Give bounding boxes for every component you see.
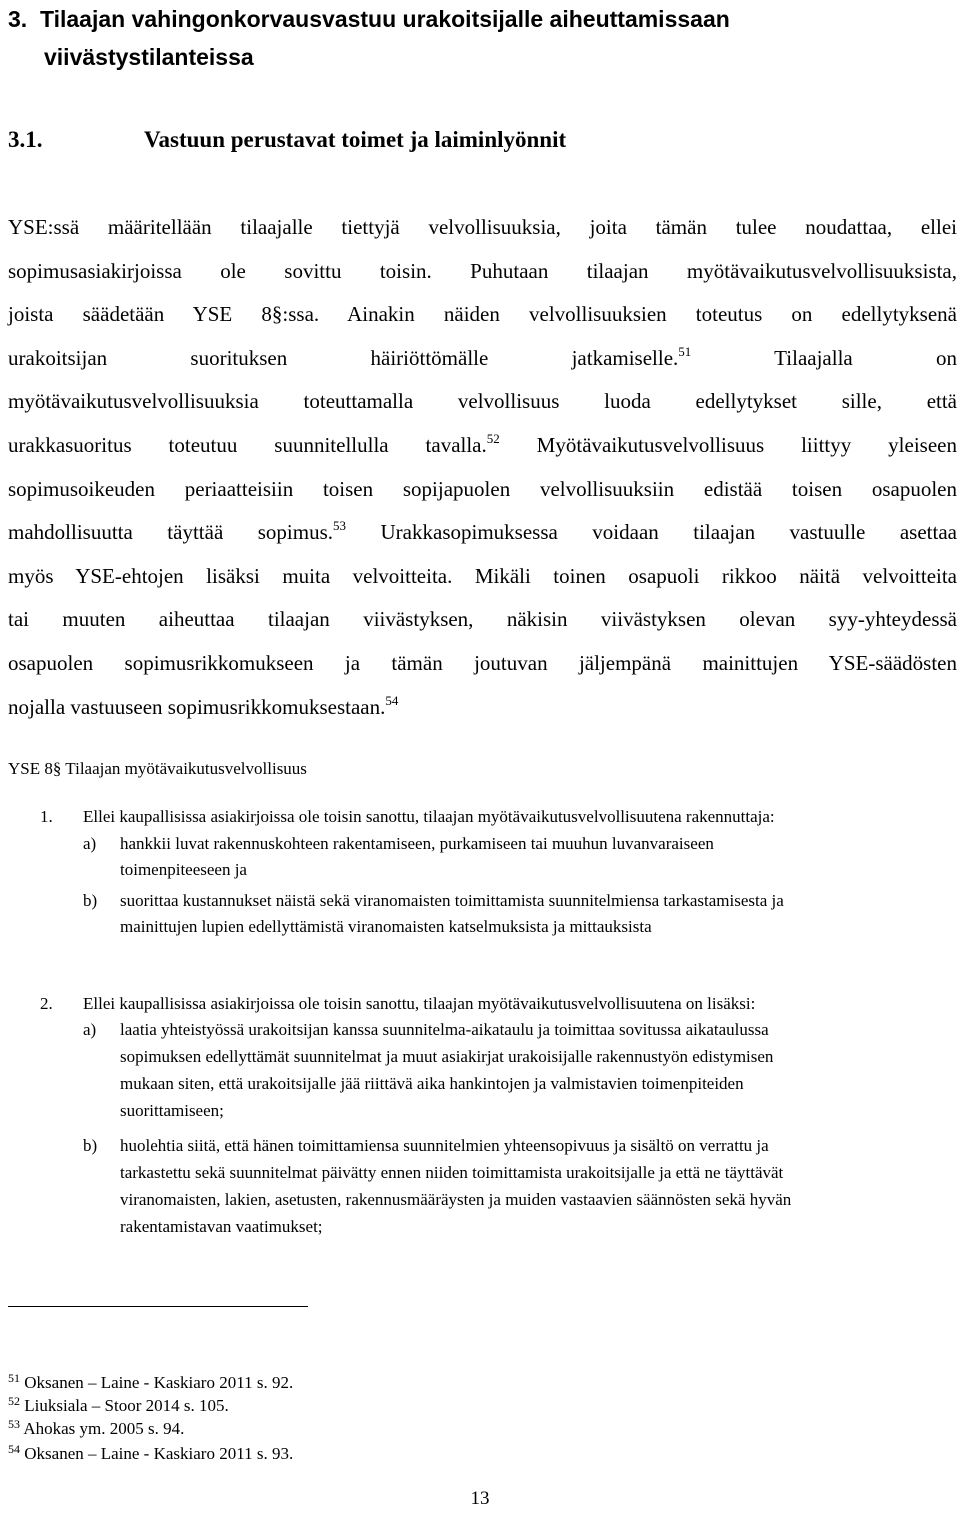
sub-item-letter: a) [83,1020,97,1039]
sub-item-text: huolehtia siitä, että hänen toimittamiensa suunnitelmien yhteensopivuus ja sisältö on verrattu ja [120,1136,769,1155]
body-line: osapuolen sopimusrikkomukseen ja tämän joutuvan jäljempänä mainittujen YSE-säädösten [8,650,957,675]
sub-item-letter: b) [83,1136,98,1155]
chapter-title-line2: viivästystilanteissa [44,44,254,70]
footnote-text: Liuksiala – Stoor 2014 s. 105. [24,1396,229,1415]
chapter-heading [8,0,908,76]
yse8-title: YSE 8§ Tilaajan myötävaikutusvelvollisuus [8,759,307,778]
chapter-title-line1: Tilaajan vahingonkorvausvastuu urakoitsijalle aiheuttamissaan [39,6,730,32]
item-number: 2. [40,994,53,1013]
footnote [8,1372,293,1394]
body-line: tai muuten aiheuttaa tilaajan viivästyksen, näkisin viivästyksen olevan syy-yhteydessä [8,607,957,632]
item-number: 1. [40,807,53,826]
body-line: myötävaikutusvelvollisuuksia toteuttamalla velvollisuus luoda edellytykset sille, että [8,389,957,414]
sub-item-letter: a) [83,834,97,853]
body-line [8,337,957,381]
body-text: urakkasuoritus toteutuu suunnitellulla tavalla. [8,432,487,457]
footnote-text: Oksanen – Laine - Kaskiaro 2011 s. 92. [24,1373,294,1392]
footnote-ref-52: 52 [486,430,500,446]
sub-item-text: tarkastettu sekä suunnitelmat päivätty ennen niiden toimittamista urakoitsijalle ja että ne täyttävät [120,1163,784,1182]
body-text: mahdollisuutta täyttää sopimus. [8,520,334,545]
sub-item-text: laatia yhteistyössä urakoitsijan kanssa suunnitelma-aikataulu ja toimittaa sovitussa aikataulussa [120,1020,769,1039]
section-heading [8,125,566,155]
footnote-separator [8,1306,308,1307]
body-line [8,686,957,730]
body-line [8,511,957,555]
sub-item-text: mukaan siten, että urakoitsijalle jää riittävä aika hankintojen ja valmistavien toimenpiteiden [120,1074,744,1093]
sub-item-text: toimenpiteeseen ja [120,860,247,879]
body-text: nojalla vastuuseen sopimusrikkomuksestaan. [8,694,386,719]
sub-item-text: rakentamistavan vaatimukset; [120,1217,323,1236]
section-title: Vastuun perustavat toimet ja laiminlyönnit [144,127,567,152]
sub-item-text: sopimuksen edellyttämät suunnitelmat ja muut asiakirjat urakoisijalle rakennustyön edistymisen [120,1047,774,1066]
footnote [8,1418,184,1440]
body-line: myös YSE-ehtojen lisäksi muita velvoitteita. Mikäli toinen osapuoli rikkoo näitä velvoitteita [8,563,957,588]
yse8-quote [0,804,960,1274]
footnote-text: Oksanen – Laine - Kaskiaro 2011 s. 93. [24,1444,294,1463]
footnote-ref-54: 54 [385,692,399,708]
body-line: sopimusasiakirjoissa ole sovittu toisin. Puhutaan tilaajan myötävaikutusvelvollisuuksista, [8,258,957,283]
sub-item-text: viranomaisten, lakien, asetusten, rakennusmääräysten ja muiden vastaavien säännösten sekä hyvän [120,1190,792,1209]
sub-item-text: mainittujen lupien edellyttämistä viranomaisten katselmuksista ja mittauksista [120,917,652,936]
sub-item-text: suorittaa kustannukset näistä sekä viranomaisten toimittamista suunnitelmiensa tarkastamisesta ja [120,891,784,910]
sub-item-text: suorittamiseen; [120,1101,224,1120]
footnote-ref-53: 53 [333,518,347,534]
body-line [8,424,957,468]
body-line: joista säädetään YSE 8§:ssa. Ainakin näiden velvollisuuksien toteutus on edellytyksenä [8,302,957,327]
footnote-ref-51: 51 [678,343,692,359]
footnote-number: 53 [8,1417,20,1431]
sub-item-text: hankkii luvat rakennuskohteen rakentamiseen, purkamiseen tai muuhun luvanvaraiseen [120,834,714,853]
section-number: 3.1. [8,127,43,152]
page-number: 13 [470,1488,490,1509]
body-line: YSE:ssä määritellään tilaajalle tiettyjä velvollisuuksia, joita tämän tulee noudattaa, ellei [8,215,957,239]
sub-item-letter: b) [83,891,98,910]
body-line: sopimusoikeuden periaatteisiin toisen sopijapuolen velvollisuuksiin edistää toisen osapuolen [8,476,957,501]
footnote-text: Ahokas ym. 2005 s. 94. [23,1419,185,1438]
footnote [8,1395,229,1417]
body-paragraph [8,206,957,729]
item-text: Ellei kaupallisissa asiakirjoissa ole toisin sanottu, tilaajan myötävaikutusvelvollisuutena rakennuttaja: [83,807,775,826]
footnote [8,1443,293,1465]
chapter-number: 3. [8,6,28,32]
footnote-number: 52 [8,1394,20,1408]
item-text: Ellei kaupallisissa asiakirjoissa ole toisin sanottu, tilaajan myötävaikutusvelvollisuutena on lisäksi: [83,994,756,1013]
body-text: urakoitsijan suorituksen häiriöttömälle jatkamiselle. [8,345,679,370]
footnote-number: 51 [8,1371,20,1385]
footnote-number: 54 [8,1442,20,1456]
body-text: Tilaajalla on [691,345,957,370]
body-text: Myötävaikutusvelvollisuus liittyy yleiseen [499,432,957,457]
body-text: Urakkasopimuksessa voidaan tilaajan vastuulle asettaa [346,520,957,545]
